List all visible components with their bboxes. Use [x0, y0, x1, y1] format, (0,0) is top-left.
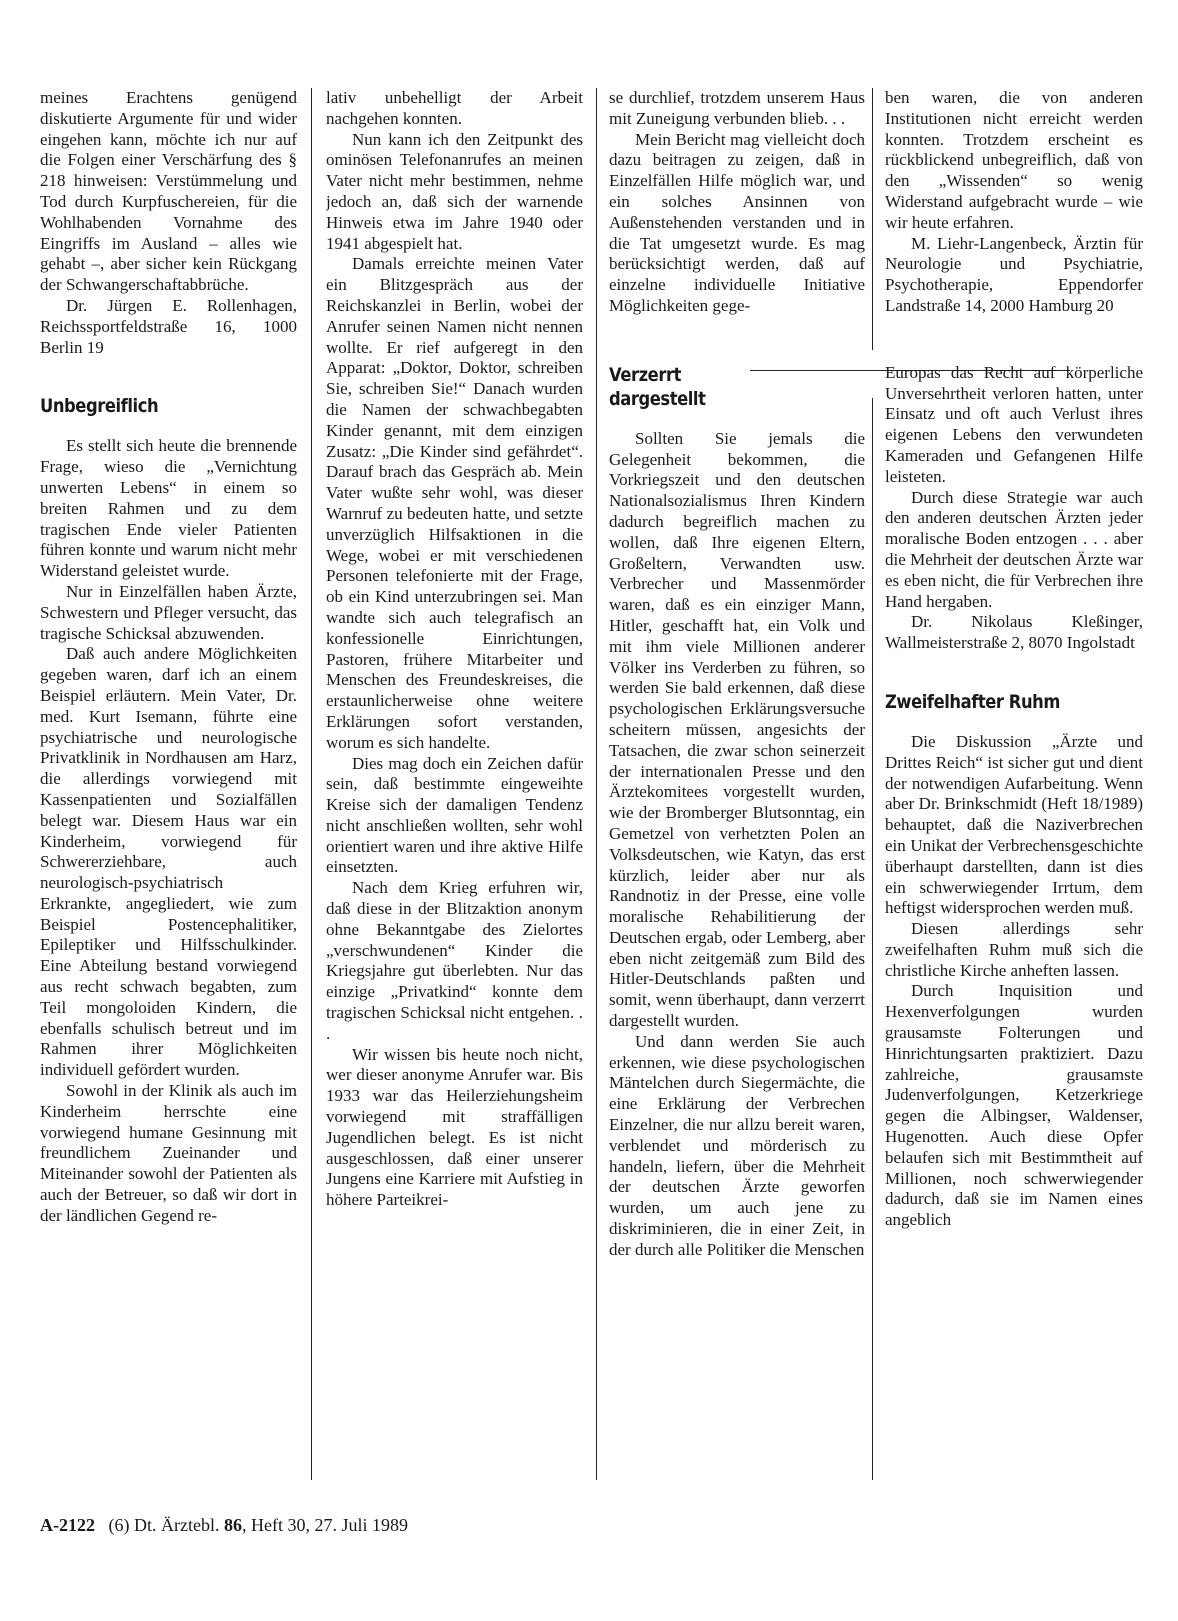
column-2: [326, 88, 583, 1480]
paragraph: Wir wissen bis heute noch nicht, wer dieser anonyme Anrufer war. Bis 1933 war das Heilerziehungsheim vorwiegend mit straffälligen Jugendlichen belegt. Es ist nicht ausgeschlossen, daß einer unserer Jungens eine Karriere mit Aufstieg in höhere Parteikrei-: [326, 1044, 583, 1210]
issue-info: , Heft 30, 27. Juli 1989: [241, 1515, 408, 1535]
column-rule-3-bottom: [872, 398, 873, 1480]
letter-heading: Unbegreiflich: [40, 395, 159, 418]
column-3: [609, 88, 865, 1480]
column-rule-1: [311, 88, 312, 1480]
letter-signature: Dr. Nikolaus Kleßinger, Wallmeisterstraße 2, 8070 Ingolstadt: [885, 612, 1143, 653]
column-1: [40, 88, 297, 1480]
paragraph: Damals erreichte meinen Vater ein Blitzgespräch aus der Reichskanzlei in Berlin, wobei der Anrufer seinen Namen nicht nennen wollte. Er rief aufgeregt in den Apparat: „Doktor, Doktor, schreiben Sie, schreiben Sie!“ Danach wurden die Namen der schwachbegabten Kinder genannt, mit dem einzigen Zusatz: „Die Kinder sind gefährdet“. Darauf brach das Gespräch ab. Mein Vater wußte sehr wohl, was dieser Warnruf zu bedeuten hatte, und setzte unverzüglich Hilfsaktionen in die Wege, wobei er mit verschiedenen Personen telefonierte mit der Frage, ob ein Kind unterzubringen sei. Man wandte sich auch telegrafisch an konfessionelle Einrichtungen, Pastoren, frühere Mitarbeiter und Menschen des Freundeskreises, die erstaunlicherweise ohne weitere Erklärungen sofort verstanden, worum es sich handelte.: [326, 254, 583, 752]
paragraph: Sollten Sie jemals die Gelegenheit bekommen, die Vorkriegszeit und den deutschen Nationalsozialismus Ihren Kindern dadurch begreiflich machen zu wollen, daß Ihre eigenen Eltern, Großeltern, Verwandten usw. Verbrecher und Massenmörder waren, daß es ein einziger Mann, Hitler, geschafft hat, ein Volk und mit ihm viele Millionen anderer Völker ins Verderben zu führen, so werden Sie bald erkennen, daß diese psychologischen Erklärungsversuche scheitern müssen, angesichts der Tatsachen, die zwar schon seinerzeit der internationalen Presse und den Ärztekomitees vorgestellt wurden, wie der Bromberger Blutsonntag, ein Gemetzel von verhetzten Polen an Volksdeutschen, wie Katyn, das erst kürzlich, leider aber nur als Randnotiz in der Presse, eine volle moralische Rehabilitierung der Deutschen ergab, oder Lemberg, aber eben nicht zeitgemäß zum Bild des Hitler-Deutschlands paßten und somit, wenn überhaupt, dann verzerrt dargestellt wurden.: [609, 428, 865, 1031]
paragraph: Durch Inquisition und Hexenverfolgungen wurden grausamste Folterungen und Hinrichtungsarten praktiziert. Dazu zahlreiche, grausamste Judenverfolgungen, Ketzerkriege gegen die Albingser, Waldenser, Hugenotten. Auch diese Opfer belaufen sich mit Bestimmtheit auf Millionen, noch schwerwiegender dadurch, daß sie im Namen eines angeblich: [885, 981, 1143, 1230]
paragraph: lativ unbehelligt der Arbeit nachgehen konnten.: [326, 88, 583, 128]
paragraph: Dies mag doch ein Zeichen dafür sein, daß bestimmte eingeweihte Kreise sich der damaligen Tendenz nicht anschließen wollten, sehr wohl orientiert waren und ihre aktive Hilfe einsetzten.: [326, 753, 583, 877]
paragraph: Die Diskussion „Ärzte und Drittes Reich“ ist sicher gut und dient der notwendigen Aufarbeitung. Wenn aber Dr. Brinkschmidt (Heft 18/1989) behauptet, daß die Naziverbrechen ein Unikat der Verbrechensgeschichte überhaupt darstellten, dann ist dies ein schwerwiegender Irrtum, dem heftigst widersprochen werden muß.: [885, 731, 1143, 918]
page-footer: [40, 1514, 408, 1536]
paragraph: se durchlief, trotzdem unserem Haus mit Zuneigung verbunden blieb. . .: [609, 88, 865, 128]
paragraph: Daß auch andere Möglichkeiten gegeben waren, darf ich an einem Beispiel erläutern. Mein Vater, Dr. med. Kurt Isemann, führte eine psychiatrische und neurologische Privatklinik in Nordhausen am Harz, die allerdings vorwiegend mit Kassenpatienten und Sozialfällen belegt war. Diesem Haus war ein Kinderheim, vorwiegend für Schwererziehbare, auch neurologisch-psychiatrisch Erkrankte, angegliedert, wie zum Beispiel Postencephalitiker, Epileptiker und Hilfsschulkinder. Eine Abteilung bestand vorwiegend aus recht schwach begabten, zum Teil mongoloiden Kindern, die ebenfalls schulisch betreut und im Rahmen ihrer Möglichkeiten individuell gefördert wurden.: [40, 644, 297, 1080]
paragraph: Sowohl in der Klinik als auch im Kinderheim herrschte eine vorwiegend humane Gesinnung mit freundlichem Zueinander und Miteinander sowohl der Patienten als auch der Betreuer, so daß wir dort in der ländlichen Gegend re-: [40, 1081, 297, 1225]
paragraph: meines Erachtens genügend diskutierte Argumente für und wider eingehen kann, möchte ich nur auf die Folgen einer Verschärfung des § 218 hinweisen: Verstümmelung und Tod durch Kurpfuschereien, für die Wohlhabenden Vornahme des Eingriffs im Ausland – alles wie gehabt –, aber sicher kein Rückgang der Schwangerschaftabbrüche.: [40, 88, 297, 295]
paragraph: ben waren, die von anderen Institutionen nicht erreicht werden konnten. Trotzdem erscheint es rückblickend unbegreiflich, daß von den „Wissenden“ so wenig Widerstand aufgebracht wurde – wie wir heute erfahren.: [885, 88, 1143, 232]
paragraph: Und dann werden Sie auch erkennen, wie diese psychologischen Mäntelchen durch Siegermächte, die eine Erklärung der Verbrechen Einzelner, die nur allzu bereit waren, verblendet und mörderisch zu handeln, liefern, über die Mehrheit der deutschen Ärzte geworfen wurden, um auch jene zu diskriminieren, die in einer Zeit, in der durch alle Politiker die Menschen: [609, 1031, 865, 1259]
letter-signature: M. Liehr-Langenbeck, Ärztin für Neurologie und Psychiatrie, Psychotherapie, Eppendorfer Landstraße 14, 2000 Hamburg 20: [885, 233, 1143, 315]
paragraph: Mein Bericht mag vielleicht doch dazu beitragen zu zeigen, daß in Einzelfällen Hilfe möglich war, und ein solches Ansinnen von Außenstehenden verstanden und in die Tat umgesetzt wurde. Es mag berücksichtigt werden, daß auf einzelne individuelle Initiative Möglichkeiten gege-: [609, 129, 865, 315]
letter-heading: Zweifelhafter Ruhm: [885, 690, 1060, 713]
paragraph: Nun kann ich den Zeitpunkt des ominösen Telefonanrufes an meinen Vater nicht mehr bestimmen, nehme jedoch an, daß sich der warnende Hinweis etwa im Jahre 1940 oder 1941 abgespielt hat.: [326, 129, 583, 253]
column-rule-2: [596, 88, 597, 1480]
paragraph: Es stellt sich heute die brennende Frage, wieso die „Vernichtung unwerten Lebens“ in einem so breiten Rahmen und zu dem tragischen Ende vieler Patienten führen konnte und warum nicht mehr Widerstand geleistet wurde.: [40, 436, 297, 581]
letter-heading-line-2: dargestellt: [609, 387, 706, 410]
paragraph: Nach dem Krieg erfuhren wir, daß diese in der Blitzaktion anonym ohne Bekanntgabe des Zielortes „verschwundenen“ Kinder die Kriegsjahre gut überlebten. Nur das einzige „Privatkind“ konnte dem tragischen Schicksal nicht entgehen. . .: [326, 878, 583, 1043]
journal-name: (6) Dt. Ärztebl.: [108, 1515, 220, 1535]
column-rule-3-top: [872, 88, 873, 350]
page-number: A-2122: [40, 1515, 95, 1535]
paragraph: Nur in Einzelfällen haben Ärzte, Schwestern und Pfleger versucht, das tragische Schicksal abzuwenden.: [40, 581, 297, 643]
paragraph: Durch diese Strategie war auch den anderen deutschen Ärzten jeder moralische Boden entzogen . . . aber die Mehrheit der deutschen Ärzte war es eben nicht, die für Verbrechen ihre Hand hergaben.: [885, 487, 1143, 611]
column-4: [885, 88, 1143, 1480]
paragraph: Diesen allerdings sehr zweifelhaften Ruhm muß sich die christliche Kirche anheften lassen.: [885, 919, 1143, 980]
letter-heading-line-1: Verzerrt: [609, 363, 681, 386]
volume-number: 86: [223, 1515, 242, 1535]
paragraph: Europas das Recht auf körperliche Unversehrtheit verloren hatten, unter Einsatz und oft auch Verlust ihres eigenen Lebens den verwundeten Kameraden und Gefangenen Hilfe leisteten.: [885, 362, 1143, 486]
letter-signature: Dr. Jürgen E. Rollenhagen, Reichssportfeldstraße 16, 1000 Berlin 19: [40, 295, 297, 357]
